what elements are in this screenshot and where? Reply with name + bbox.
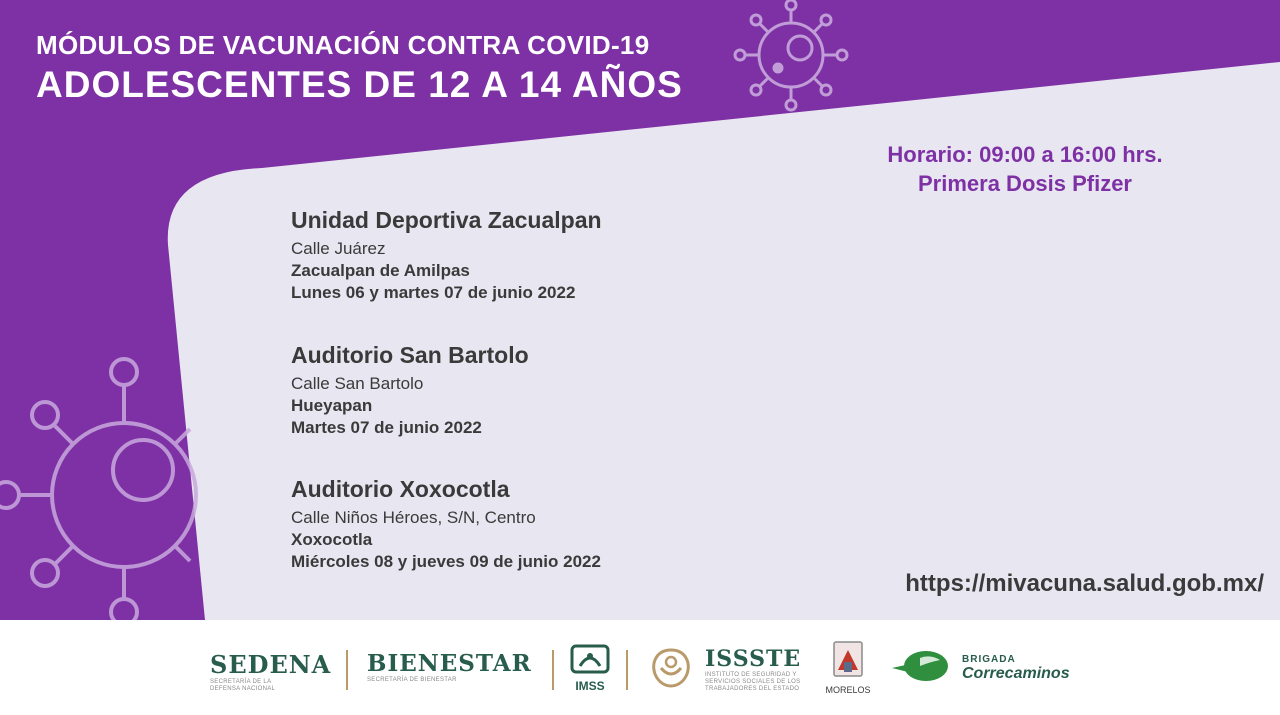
module-name: Unidad Deportiva Zacualpan [291, 207, 602, 233]
module-dates: Lunes 06 y martes 07 de junio 2022 [291, 283, 576, 302]
bienestar-logo [367, 650, 532, 683]
module-municipality: Zacualpan de Amilpas [291, 261, 470, 280]
title-line-1: MÓDULOS DE VACUNACIÓN CONTRA COVID-19 [36, 30, 650, 60]
issste-text-block [705, 646, 815, 693]
module-municipality: Xoxocotla [291, 530, 373, 549]
footer-logos [0, 620, 1280, 715]
schedule-info [840, 140, 1210, 198]
large-virus-icon [0, 359, 196, 620]
morelos-label: MORELOS [825, 685, 871, 695]
title-line-2: ADOLESCENTES DE 12 A 14 AÑOS [36, 64, 683, 105]
module-address: Calle San Bartolo [291, 374, 424, 393]
imss-label: IMSS [575, 679, 605, 693]
footer-divider [346, 650, 348, 690]
dose-info: Primera Dosis Pfizer [918, 171, 1132, 196]
correcaminos-emblem-icon [890, 646, 956, 686]
module-address: Calle Niños Héroes, S/N, Centro [291, 508, 536, 527]
module-name: Auditorio Xoxocotla [291, 476, 510, 502]
sedena-label: SEDENA [210, 650, 332, 679]
morelos-logo [824, 640, 872, 695]
module-dates: Miércoles 08 y jueves 09 de junio 2022 [291, 552, 601, 571]
issste-label: ISSSTE [705, 646, 802, 672]
morelos-shield-icon [824, 640, 872, 680]
schedule-hours: Horario: 09:00 a 16:00 hrs. [887, 142, 1163, 167]
vaccine-url[interactable]: https://mivacuna.salud.gob.mx/ [905, 570, 1264, 597]
footer-divider [552, 650, 554, 690]
imss-logo [570, 644, 610, 693]
sedena-subtitle: SECRETARÍA DE LA DEFENSA NACIONAL [210, 679, 276, 692]
correcaminos-label: Correcaminos [962, 665, 1070, 682]
module-2 [291, 342, 529, 439]
module-dates: Martes 07 de junio 2022 [291, 418, 482, 437]
module-name: Auditorio San Bartolo [291, 342, 529, 368]
module-3 [291, 476, 601, 573]
module-1 [291, 207, 602, 304]
issste-emblem-icon [645, 644, 697, 690]
imss-emblem-icon [570, 644, 610, 674]
bienestar-subtitle: SECRETARÍA DE BIENESTAR [367, 677, 457, 683]
correcaminos-text-block [962, 654, 1070, 683]
brigada-label: BRIGADA [962, 654, 1016, 665]
module-municipality: Hueyapan [291, 396, 373, 415]
virus-icon [735, 0, 847, 110]
module-address: Calle Juárez [291, 239, 386, 258]
bienestar-label: BIENESTAR [367, 650, 532, 677]
footer-divider [626, 650, 628, 690]
sedena-logo [210, 650, 331, 693]
issste-subtitle: INSTITUTO DE SEGURIDAD Y SERVICIOS SOCIALES DE LOS TRABAJADORES DEL ESTADO [705, 672, 801, 692]
